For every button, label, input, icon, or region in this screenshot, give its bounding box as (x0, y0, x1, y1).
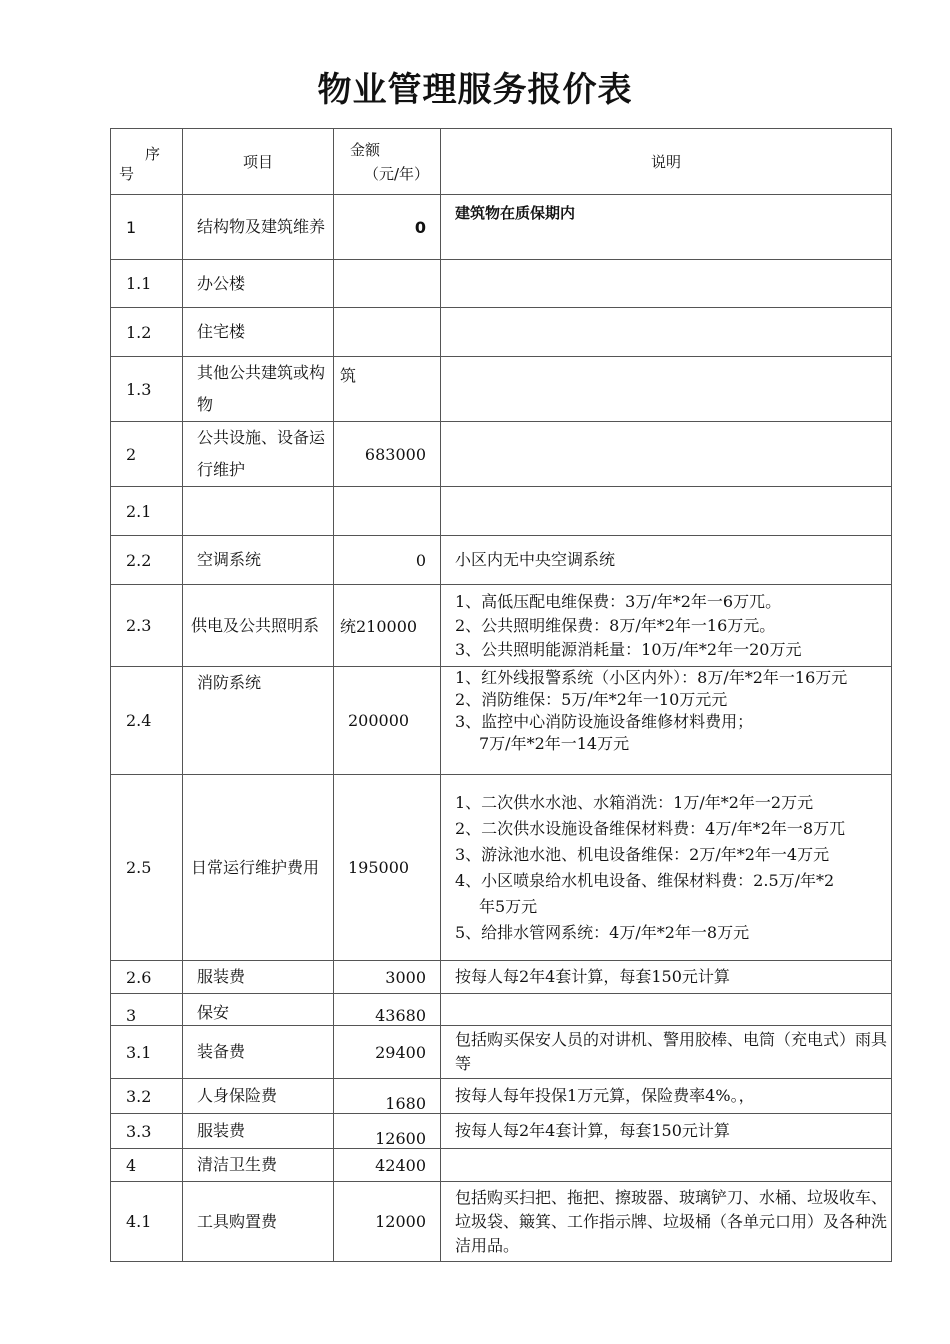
table-row (111, 994, 892, 1026)
row-desc (441, 357, 892, 422)
row-item: 工具购置费 (183, 1182, 334, 1262)
table-row (111, 775, 892, 961)
row-item: 服装费 (183, 961, 334, 994)
row-desc (441, 422, 892, 487)
table-row (111, 1149, 892, 1182)
row-no: 1.1 (111, 260, 183, 308)
header-amount (334, 129, 441, 195)
row-desc: 建筑物在质保期内 (441, 195, 892, 260)
row-item: 清洁卫生费 (183, 1149, 334, 1182)
row-item: 公共设施、设备运行维护 (183, 422, 334, 487)
row-amount: 3000 (334, 961, 441, 994)
row-item: 结构物及建筑维养 (183, 195, 334, 260)
row-desc (441, 260, 892, 308)
row-amount: 195000 (334, 775, 441, 961)
table-row (111, 487, 892, 536)
row-amount (334, 487, 441, 536)
row-no: 2.3 (111, 585, 183, 667)
row-no: 3.1 (111, 1026, 183, 1079)
row-item: 消防系统 (183, 667, 334, 775)
header-desc: 说明 (441, 129, 892, 195)
row-amount: 683000 (334, 422, 441, 487)
row-no: 3 (111, 994, 183, 1026)
row-amount: 0 (334, 195, 441, 260)
row-no: 2.1 (111, 487, 183, 536)
row-item: 空调系统 (183, 536, 334, 585)
row-no: 2.4 (111, 667, 183, 775)
header-no-part1: 序 (145, 145, 161, 163)
row-no: 3.2 (111, 1079, 183, 1114)
row-amount: 12000 (334, 1182, 441, 1262)
row-desc: 包括购买扫把、拖把、擦玻器、玻璃铲刀、水桶、垃圾收车、垃圾袋、簸箕、工作指示牌、垃圾桶（各单元口用）及各种洗洁用品。 (441, 1182, 892, 1262)
row-no: 1.2 (111, 308, 183, 357)
row-item: 办公楼 (183, 260, 334, 308)
table-row (111, 667, 892, 775)
row-amount (334, 308, 441, 357)
table-row (111, 308, 892, 357)
row-amount (334, 260, 441, 308)
header-amount-unit: （元/年） (364, 164, 430, 183)
row-desc: 小区内无中央空调系统 (441, 536, 892, 585)
row-amount: 43680 (334, 994, 441, 1026)
quote-table (110, 128, 892, 1262)
row-no: 2.5 (111, 775, 183, 961)
row-no: 3.3 (111, 1114, 183, 1149)
row-desc: 按每人每年投保1万元算，保险费率4%。， (441, 1079, 892, 1114)
page-title: 物业管理服务报价表 (317, 70, 633, 110)
row-item (183, 487, 334, 536)
row-desc: 1、高低压配电维保费：3万/年*2年一6万兀。 2、公共照明维保费：8万/年*2年一16万元。 3、公共照明能源消耗量：10万/年*2年一20万元 (441, 585, 892, 667)
row-desc: 按每人每2年4套计算，每套150元计算 (441, 1114, 892, 1149)
row-no: 2 (111, 422, 183, 487)
row-desc: 1、二次供水水池、水箱消洗：1万/年*2年一2万元 2、二次供水设施设备维保材料费：4万/年*2年一8万兀 3、游泳池水池、机电设备维保：2万/年*2年一4万元 4、小区喷泉给水机电设备、维保材料费：2.5万/年*2 年5万元 5、给排水管网系统：4万/年*2年一8万元 (441, 775, 892, 961)
row-desc: 1、红外线报警系统（小区内外）：8万/年*2年一16万元 2、消防维保：5万/年*2年一10万元元 3、监控中心消防设施设备维修材料费用； 7万/年*2年一14万元 (441, 667, 892, 775)
table-row (111, 195, 892, 260)
row-no: 2.6 (111, 961, 183, 994)
table-row (111, 585, 892, 667)
row-item: 其他公共建筑或构物 (183, 357, 334, 422)
row-desc (441, 994, 892, 1026)
row-item: 日常运行维护费用 (183, 775, 334, 961)
header-no-part2: 号 (119, 165, 135, 183)
row-amount: 1680 (334, 1079, 441, 1114)
table-row (111, 1114, 892, 1149)
row-no: 4 (111, 1149, 183, 1182)
header-no (111, 129, 183, 195)
row-amount: 0 (334, 536, 441, 585)
row-amount: 统210000 (334, 585, 441, 667)
table-row (111, 1026, 892, 1079)
header-item: 项目 (183, 129, 334, 195)
row-item: 住宅楼 (183, 308, 334, 357)
row-no: 1 (111, 195, 183, 260)
row-no: 2.2 (111, 536, 183, 585)
row-item: 保安 (183, 994, 334, 1026)
row-amount: 200000 (334, 667, 441, 775)
row-item: 供电及公共照明系 (183, 585, 334, 667)
table-row (111, 260, 892, 308)
table-row (111, 1079, 892, 1114)
row-desc (441, 487, 892, 536)
row-desc (441, 308, 892, 357)
row-desc: 包括购买保安人员的对讲机、警用胶棒、电筒（充电式）雨具等 (441, 1026, 892, 1079)
table-row (111, 422, 892, 487)
row-amount: 12600 (334, 1114, 441, 1149)
row-amount: 筑 (334, 357, 441, 422)
row-item: 人身保险费 (183, 1079, 334, 1114)
table-header-row (111, 129, 892, 195)
table-row (111, 1182, 892, 1262)
row-no: 4.1 (111, 1182, 183, 1262)
row-desc: 按每人每2年4套计算，每套150元计算 (441, 961, 892, 994)
table-row (111, 536, 892, 585)
row-item: 装备费 (183, 1026, 334, 1079)
header-amount-label: 金额 (350, 140, 381, 159)
table-row (111, 357, 892, 422)
row-desc (441, 1149, 892, 1182)
row-item: 服装费 (183, 1114, 334, 1149)
table-row (111, 961, 892, 994)
row-no: 1.3 (111, 357, 183, 422)
row-amount: 29400 (334, 1026, 441, 1079)
row-amount: 42400 (334, 1149, 441, 1182)
